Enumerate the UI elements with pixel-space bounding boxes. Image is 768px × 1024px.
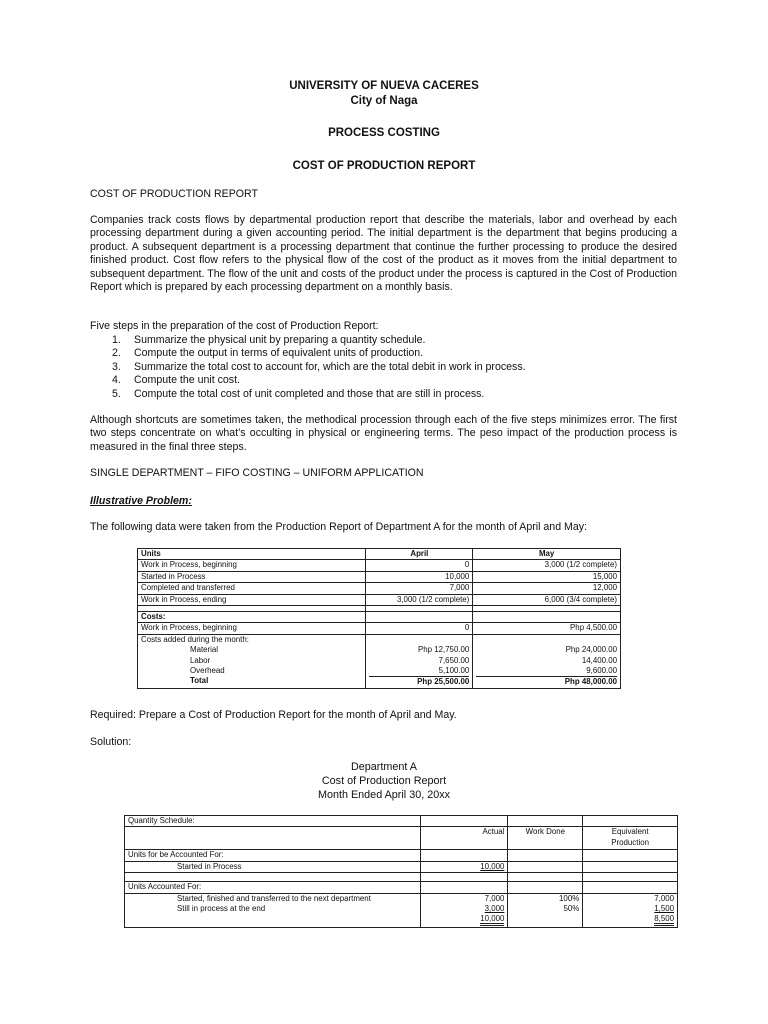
list-item: 1. Summarize the physical unit by preparing a quantity schedule. [112,334,426,346]
university-name: UNIVERSITY OF NUEVA CACERES [289,80,479,92]
actual-header: Actual [420,827,508,850]
table-row: Started in Process 10,000 15,000 [138,571,621,582]
table-header-row [138,549,621,560]
table-row: Material Php 12,750.00 Php 24,000.00 [138,645,621,655]
may-header: May [473,549,621,560]
table-row: Still in process at the end 3,000 50% 1,500 [125,904,678,914]
table-row: Units for be Accounted For: [125,850,678,861]
city-name: City of Naga [350,95,418,107]
list-item: 4. Compute the unit cost. [112,374,240,387]
table-row: Work in Process, ending 3,000 (1/2 complete) 6,000 (3/4 complete) [138,594,621,605]
illustrative-heading: Illustrative Problem: [90,495,192,507]
table-row: Completed and transferred 7,000 12,000 [138,583,621,594]
spacer-row [125,873,678,882]
table-row: Overhead 5,100.00 9,600.00 [138,666,621,676]
topic-title: PROCESS COSTING [328,127,440,139]
steps-intro: Five steps in the preparation of the cost of Production Report: [90,320,379,332]
table-row: Started in Process 10,000 [125,861,678,872]
table-row [138,612,621,623]
table-row: Units Accounted For: [125,882,678,893]
list-item: 3. Summarize the total cost to account for, which are the total debit in work in process. [112,360,526,373]
quantity-schedule-label: Quantity Schedule: [125,816,421,827]
report-subtitle: COST OF PRODUCTION REPORT [292,160,476,172]
table-header-row [125,827,678,850]
equivalent-production-header: Equivalent Production [583,827,678,850]
data-intro: The following data were taken from the Production Report of Department A for the month of April and May: [90,521,587,533]
given-data-table [137,548,621,689]
total-row: 10,000 8,500 [125,914,678,928]
work-done-header: Work Done [508,827,583,850]
table-row: Costs added during the month: [138,634,621,645]
solution-label: Solution: [90,736,132,748]
list-item: 2. Compute the output in terms of equivalent units of production. [112,347,424,360]
method-heading: SINGLE DEPARTMENT – FIFO COSTING – UNIFORM APPLICATION [90,467,424,479]
required-text: Required: Prepare a Cost of Production Report for the month of April and May. [90,709,457,721]
report-name: Cost of Production Report [321,775,447,787]
report-period: Month Ended April 30, 20xx [317,789,451,801]
intro-paragraph: Companies track costs flows by departmental production report that describe the materials, labor and overhead by each processing department during a given accounting period. The initial department is the department that begins producing a product. A subsequent department is a processing department that continue the further processing to produce the desired finished product. Cost flow refers to the physical flow of the cost of the product as it moves from the initial department to subsequent department. The flow of the unit and costs of the product under the process is captured in the Cost of Production Report which is prepared by each processing department on a monthly basis. [90,214,677,294]
table-row: Labor 7,650.00 14,400.00 [138,656,621,666]
steps-list [112,334,526,401]
report-department: Department A [350,761,417,773]
total-row: Total Php 25,500.00 Php 48,000.00 [138,676,621,688]
table-row: Work in Process, beginning 0 Php 4,500.00 [138,623,621,634]
table-row: Started, finished and transferred to the next department 7,000 100% 7,000 [125,893,678,904]
shortcuts-paragraph: Although shortcuts are sometimes taken, the methodical procession through each of the five steps minimizes error. The first two steps concentrate on what’s occulting in physical or engineering terms. The peso impact of the production process is measured in the final three steps. [90,414,677,453]
costs-label: Costs: [138,612,366,623]
april-header: April [366,549,473,560]
list-item: 5. Compute the total cost of unit completed and those that are still in process. [112,387,485,400]
table-row: Work in Process, beginning 0 3,000 (1/2 complete) [138,560,621,571]
cost-of-production-table [124,815,678,928]
section-label: COST OF PRODUCTION REPORT [90,188,258,200]
table-row [125,816,678,827]
units-header: Units [138,549,366,560]
